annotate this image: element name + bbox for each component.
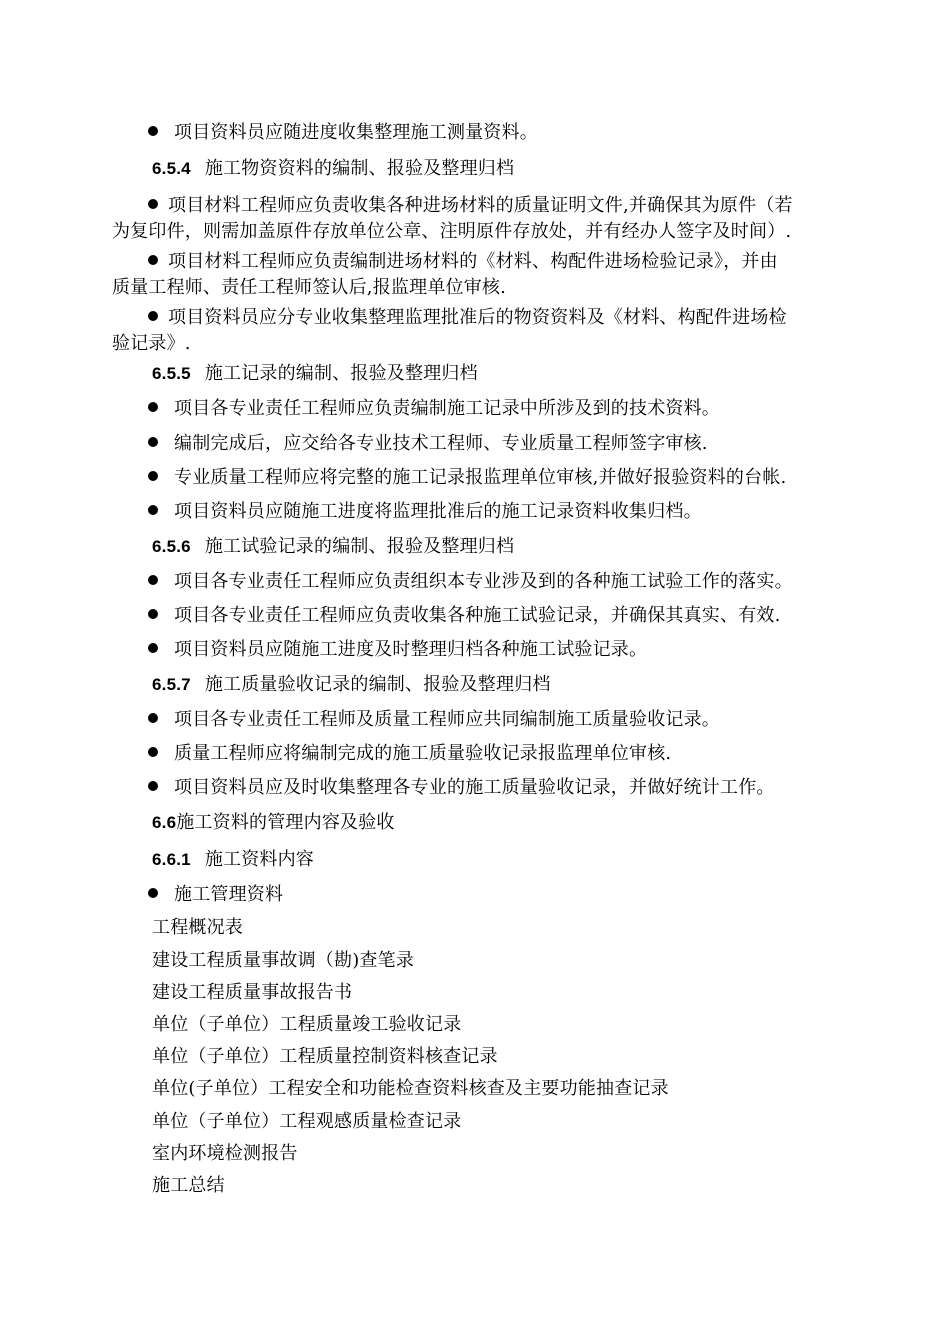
bullet-icon [148, 402, 158, 412]
section-heading-6-5-4: 6.5.4 施工物资资料的编制、报验及整理归档 [152, 158, 515, 179]
section-heading-6-5-7: 6.5.7 施工质量验收记录的编制、报验及整理归档 [152, 674, 551, 695]
section-heading-6-5-5: 6.5.5 施工记录的编制、报验及整理归档 [152, 363, 478, 384]
bullet-icon [148, 609, 158, 619]
doc-list-entry: 单位（子单位）工程质量控制资料核查记录 [152, 1046, 498, 1067]
bullet-icon [148, 311, 158, 321]
list-item: 项目资料员应随施工进度将监理批准后的施工记录资料收集归档。 [148, 500, 702, 524]
bullet-icon [148, 747, 158, 757]
bullet-paragraph: 项目材料工程师应负责编制进场材料的《材料、构配件进场检验记录》，并由 质量工程师、责任工程师签认后,报监理单位审核. [112, 251, 778, 298]
bullet-paragraph: 项目资料员应分专业收集整理监理批准后的物资资料及《材料、构配件进场检 验记录》. [112, 307, 787, 354]
bullet-paragraph: 项目材料工程师应负责收集各种进场材料的质量证明文件,并确保其为原件（若 为复印件，则需加盖原件存放单位公章、注明原件存放处，并有经办人签字及时间）. [112, 195, 793, 242]
bullet-icon [148, 781, 158, 791]
bullet-icon [148, 126, 158, 136]
doc-list-entry: 单位(子单位）工程安全和功能检查资料核查及主要功能抽查记录 [152, 1078, 669, 1099]
bullet-icon [148, 437, 158, 447]
list-item: 项目资料员应随进度收集整理施工测量资料。 [148, 121, 538, 145]
section-heading-6-6-1: 6.6.1 施工资料内容 [152, 849, 315, 870]
list-item: 项目各专业责任工程师应负责收集各种施工试验记录，并确保其真实、有效. [148, 604, 781, 628]
bullet-icon [148, 643, 158, 653]
bullet-icon [148, 713, 158, 723]
bullet-icon [148, 505, 158, 515]
list-item: 专业质量工程师应将完整的施工记录报监理单位审核,并做好报验资料的台帐. [148, 466, 786, 490]
section-heading-6-6: 6.6施工资料的管理内容及验收 [152, 812, 395, 833]
bullet-icon [148, 255, 158, 265]
bullet-icon [148, 888, 158, 898]
list-item: 项目各专业责任工程师应负责组织本专业涉及到的各种施工试验工作的落实。 [148, 570, 793, 594]
doc-list-entry: 单位（子单位）工程质量竣工验收记录 [152, 1014, 462, 1035]
list-item: 项目各专业责任工程师及质量工程师应共同编制施工质量验收记录。 [148, 708, 720, 732]
list-item: 施工管理资料 [148, 883, 283, 907]
section-heading-6-5-6: 6.5.6 施工试验记录的编制、报验及整理归档 [152, 536, 515, 557]
bullet-icon [148, 199, 158, 209]
bullet-icon [148, 471, 158, 481]
bullet-icon [148, 575, 158, 585]
list-item: 项目资料员应随施工进度及时整理归档各种施工试验记录。 [148, 638, 647, 662]
list-item: 项目各专业责任工程师应负责编制施工记录中所涉及到的技术资料。 [148, 397, 720, 421]
doc-list-entry: 施工总结 [152, 1175, 225, 1196]
doc-list-entry: 建设工程质量事故调（勘)查笔录 [152, 950, 415, 971]
doc-list-entry: 室内环境检测报告 [152, 1143, 298, 1164]
list-item: 项目资料员应及时收集整理各专业的施工质量验收记录，并做好统计工作。 [148, 776, 775, 800]
doc-list-entry: 单位（子单位）工程观感质量检查记录 [152, 1111, 462, 1132]
list-item: 编制完成后，应交给各专业技术工程师、专业质量工程师签字审核. [148, 432, 708, 456]
list-item: 质量工程师应将编制完成的施工质量验收记录报监理单位审核. [148, 742, 671, 766]
doc-list-entry: 工程概况表 [152, 917, 243, 938]
doc-list-entry: 建设工程质量事故报告书 [152, 982, 353, 1003]
